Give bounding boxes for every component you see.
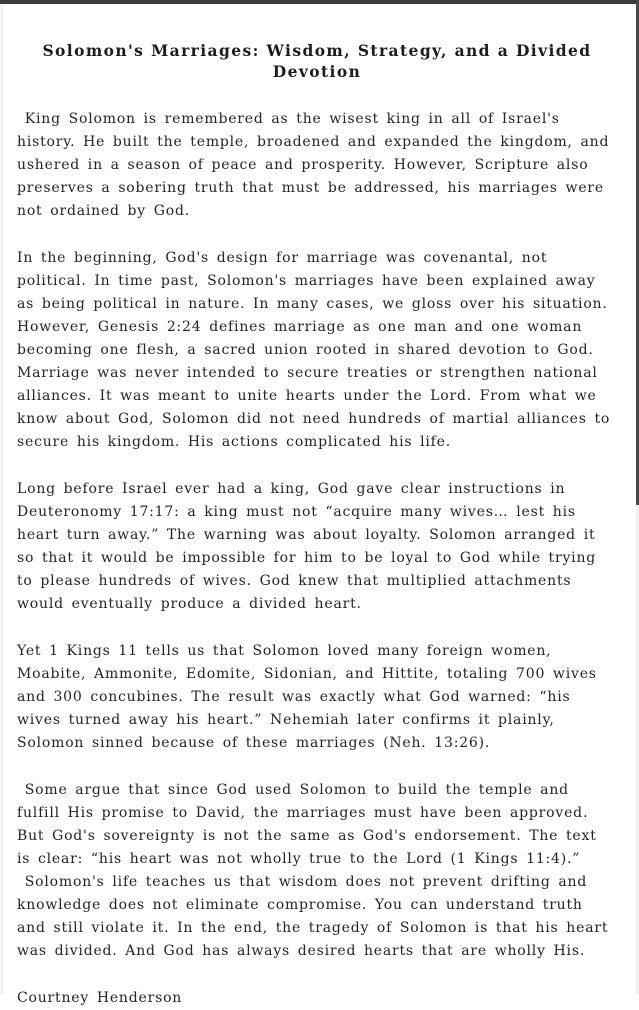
- paragraph-sovereignty: Some argue that since God used Solomon to build the temple and fulfill His promise to David, the marriages must have been approved. But God's sovereignty is not the same as God's endorsement. The text is clear: “his heart was not wholly true to the Lord (1 Kings 11:4).”: [17, 782, 605, 867]
- paragraph-deuteronomy-warning: Long before Israel ever had a king, God gave clear instructions in Deuteronomy 17:17: a king must not “acquire many wives… lest his heart turn away.” The warning was about loyalty. Solomon arranged it so that it would be impossible for him to be loyal to God while trying to please hundreds of wives. God knew that multiplied attachments would eventually produce a divided heart.: [17, 481, 604, 612]
- top-border-bar: [0, 0, 639, 4]
- paragraph-1-kings-11: Yet 1 Kings 11 tells us that Solomon loved many foreign women, Moabite, Ammonite, Edomite, Sidonian, and Hittite, totaling 700 wives and 300 concubines. The result was exactly what God warned: “his wives turned away his heart.” Nehemiah later confirms it plainly, Solomon sinned because of these marriages (Neh. 13:26).: [17, 643, 605, 751]
- paragraph-intro: King Solomon is remembered as the wisest king in all of Israel's history. He built the temple, broadened and expanded the kingdom, and ushered in a season of peace and prosperity. However, Scripture also preserves a sobering truth that must be addressed, his marriages were not ordained by God.: [17, 111, 618, 219]
- author-byline: Courtney Henderson: [17, 990, 183, 1006]
- paragraph-conclusion: Solomon's life teaches us that wisdom does not prevent drifting and knowledge does not eliminate compromise. You can understand truth and still violate it. In the end, the tragedy of Solomon is that his heart was divided. And God has always desired hearts that are wholly His.: [17, 874, 617, 959]
- left-edge-divider: [1, 0, 3, 994]
- paragraph-gods-design: In the beginning, God's design for marriage was covenantal, not political. In time past, Solomon's marriages have been explained away as being political in nature. In many cases, we gloss over his situation. However, Genesis 2:24 defines marriage as one man and one woman becoming one flesh, a sacred union rooted in shared devotion to God. Marriage was never intended to secure treaties or strengthen national alliances. It was meant to unite hearts under the Lord. From what we know about God, Solomon did not need hundreds of martial alliances to secure his kingdom. His actions complicated his life.: [17, 250, 618, 450]
- page-title: Solomon's Marriages: Wisdom, Strategy, and a Divided Devotion: [42, 41, 592, 81]
